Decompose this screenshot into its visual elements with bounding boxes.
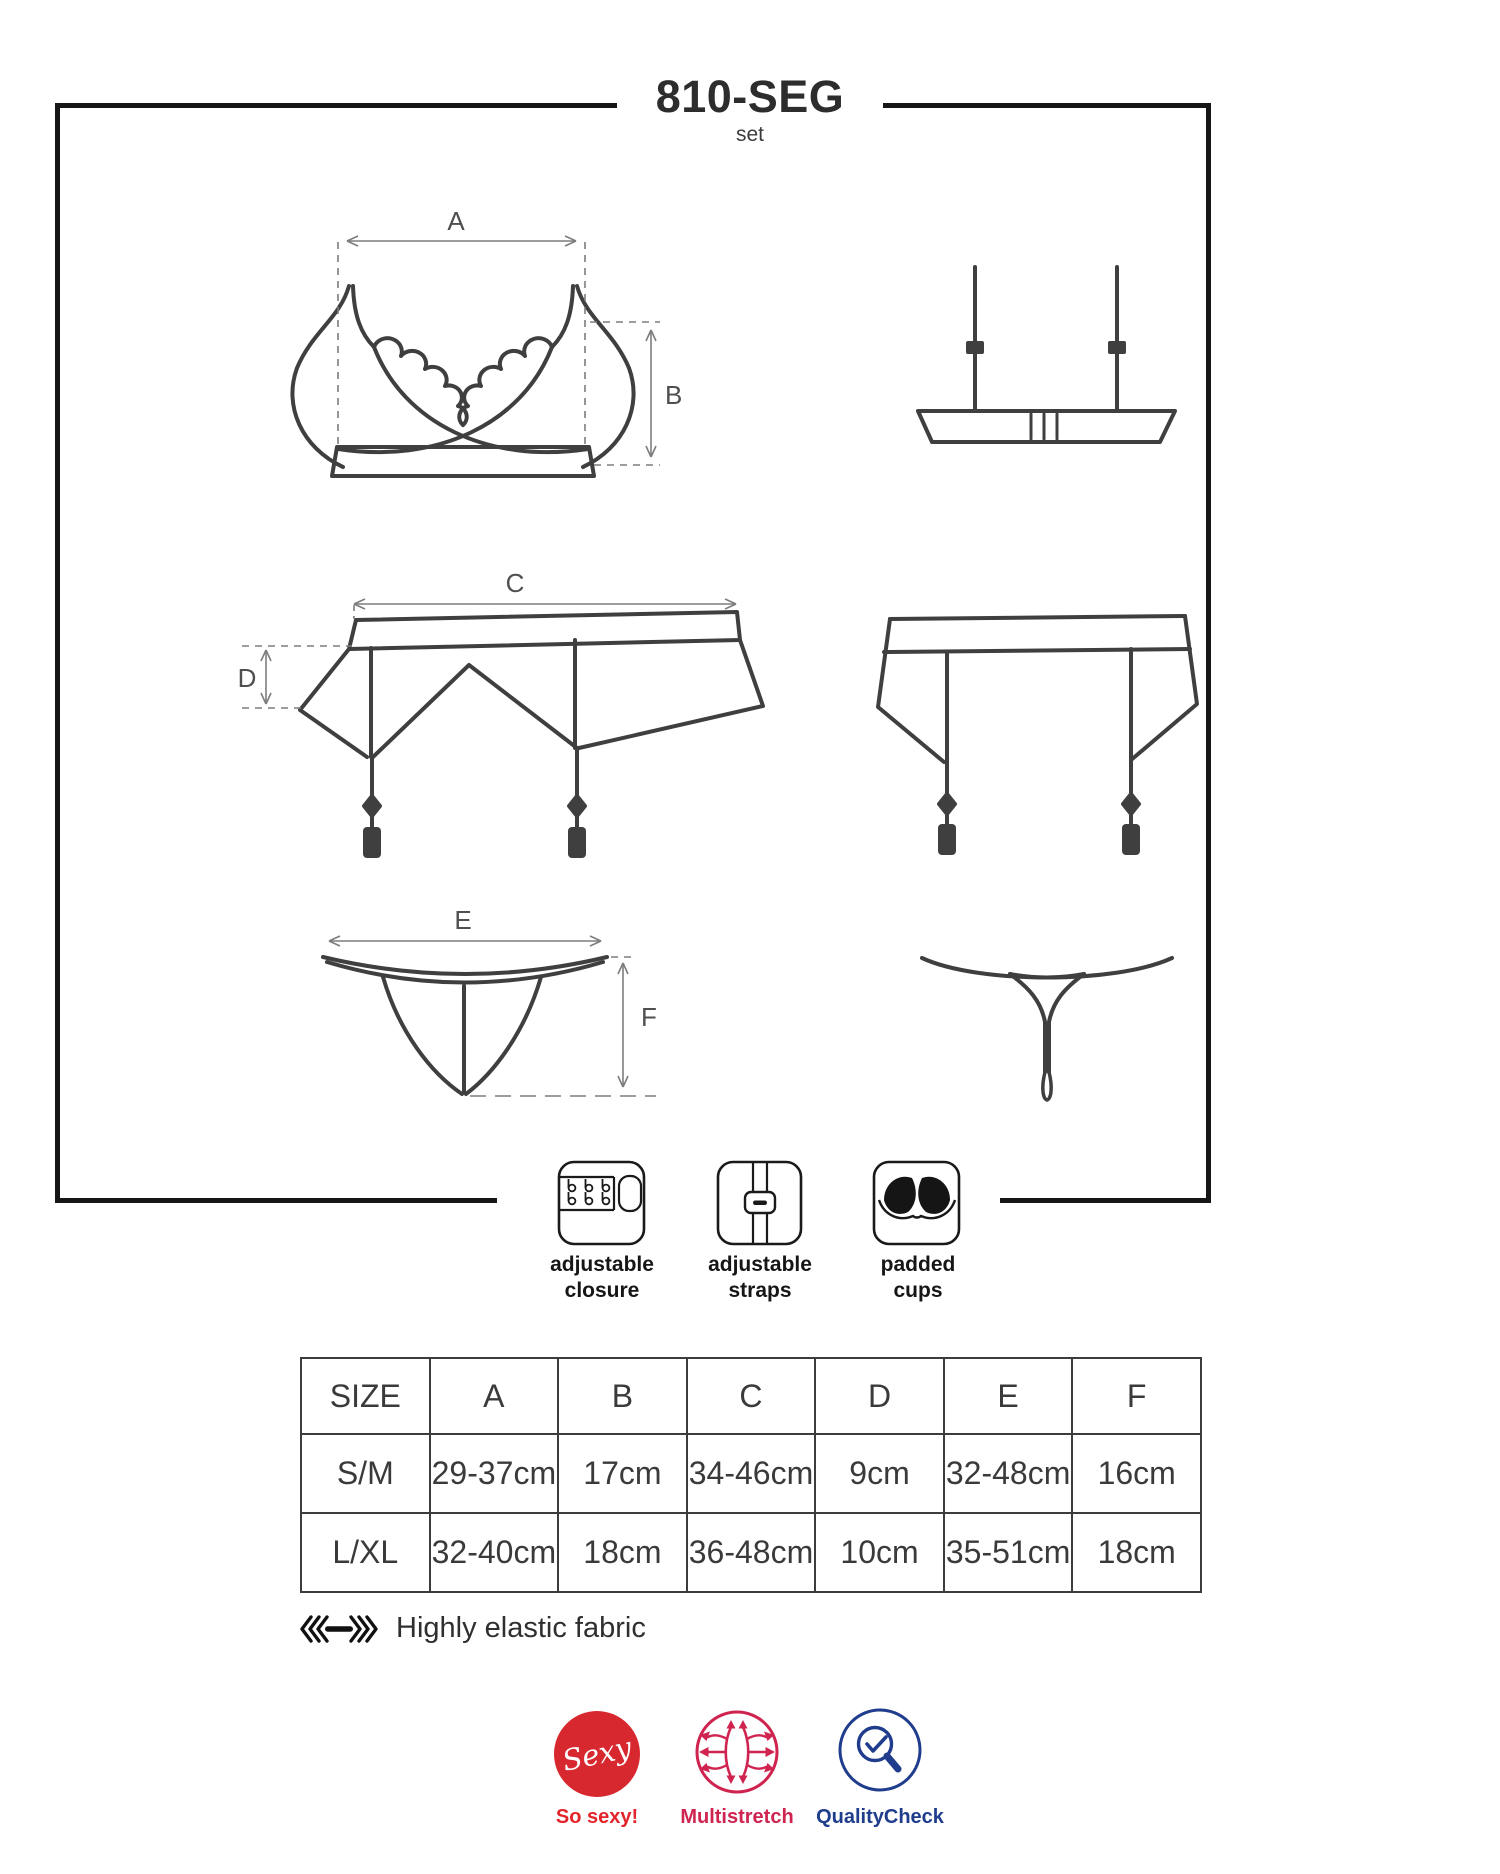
value-cell: 36-48cm xyxy=(687,1513,816,1592)
multistretch-icon xyxy=(694,1709,780,1795)
size-table xyxy=(300,1357,1202,1593)
size-cell: L/XL xyxy=(301,1513,430,1592)
drawing-thong-front xyxy=(323,957,607,1094)
quality-check-icon xyxy=(837,1707,923,1793)
dim-label-f: F xyxy=(641,1002,657,1032)
size-table-header-cell: E xyxy=(944,1358,1073,1434)
size-table-header-row xyxy=(301,1358,1201,1434)
value-cell: 16cm xyxy=(1072,1434,1201,1513)
so-sexy-label: So sexy! xyxy=(555,1806,639,1828)
fabric-note xyxy=(298,1612,646,1645)
size-table-header-cell: SIZE xyxy=(301,1358,430,1434)
dimension-lines xyxy=(242,236,736,1096)
adjustable-closure-label: adjustable closure xyxy=(550,1253,654,1302)
page-title: 810-SEG xyxy=(655,71,845,122)
drawing-thong-back xyxy=(922,958,1172,1100)
dim-label-e: E xyxy=(454,905,472,935)
drawing-garter-front xyxy=(300,612,763,858)
value-cell: 9cm xyxy=(815,1434,944,1513)
multistretch-label: Multistretch xyxy=(680,1806,794,1828)
adjustable-straps-icon xyxy=(715,1158,805,1248)
quality-check-label: QualityCheck xyxy=(816,1806,944,1828)
adjustable-closure-icon xyxy=(556,1158,648,1248)
size-table-header-cell: B xyxy=(558,1358,687,1434)
value-cell: 18cm xyxy=(1072,1513,1201,1592)
value-cell: 10cm xyxy=(815,1513,944,1592)
page-subtitle: set xyxy=(735,122,764,146)
drawing-bra-back xyxy=(918,267,1175,442)
value-cell: 32-40cm xyxy=(430,1513,559,1592)
adjustable-straps-label: adjustable straps xyxy=(708,1253,812,1302)
stretch-icon xyxy=(298,1615,380,1643)
size-cell: S/M xyxy=(301,1434,430,1513)
size-table-header-cell: A xyxy=(430,1358,559,1434)
padded-cups-icon xyxy=(871,1158,963,1248)
fabric-note-text: Highly elastic fabric xyxy=(396,1612,646,1644)
padded-cups-label: padded cups xyxy=(880,1253,956,1302)
value-cell: 34-46cm xyxy=(687,1434,816,1513)
dim-label-a: A xyxy=(447,206,465,236)
value-cell: 32-48cm xyxy=(944,1434,1073,1513)
size-table-header-cell: C xyxy=(687,1358,816,1434)
sexy-circle-text: Sexy xyxy=(559,1730,635,1778)
drawing-bra-front xyxy=(292,286,633,476)
value-cell: 17cm xyxy=(558,1434,687,1513)
value-cell: 18cm xyxy=(558,1513,687,1592)
drawing-garter-back xyxy=(878,616,1197,855)
dim-label-c: C xyxy=(505,568,525,598)
size-table-row-sm xyxy=(301,1434,1201,1513)
dim-label-b: B xyxy=(665,380,683,410)
value-cell: 35-51cm xyxy=(944,1513,1073,1592)
dim-label-d: D xyxy=(237,663,257,693)
size-table-row-lxl xyxy=(301,1513,1201,1592)
size-table-header-cell: F xyxy=(1072,1358,1201,1434)
so-sexy-badge-icon xyxy=(554,1711,640,1797)
value-cell: 29-37cm xyxy=(430,1434,559,1513)
size-table-header-cell: D xyxy=(815,1358,944,1434)
